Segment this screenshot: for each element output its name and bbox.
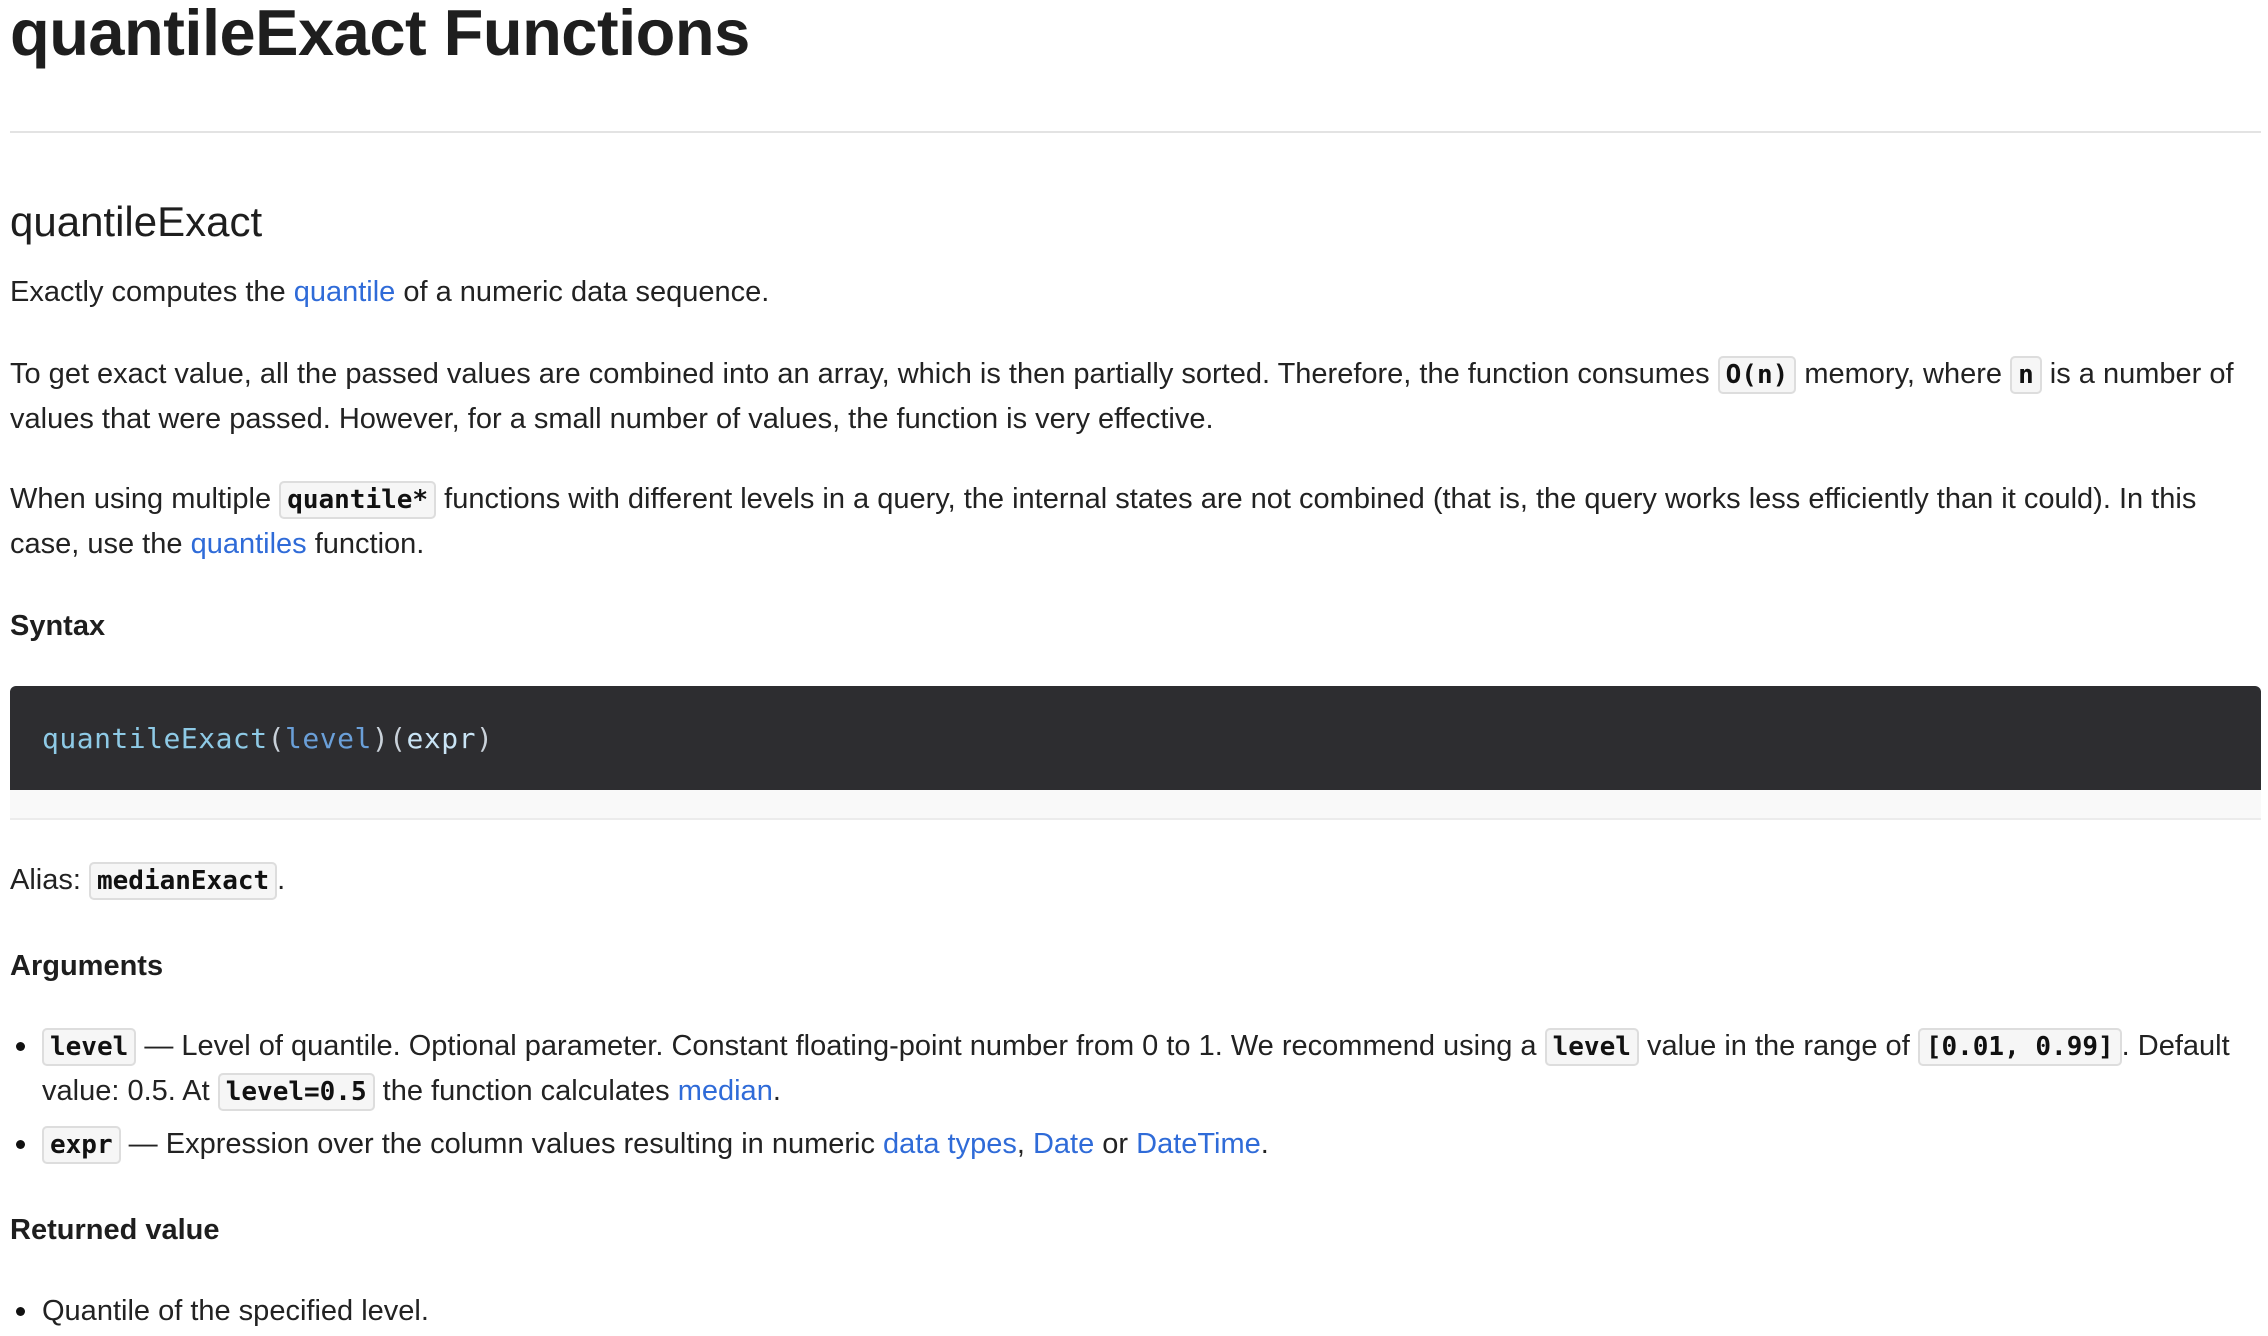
memory-paragraph <box>10 352 2261 441</box>
multi-text-2: functions with different levels in a query, the internal states are not combined (that is, the query works less efficiently than it could). In this case, use the <box>10 483 2197 560</box>
returned-value-list <box>10 1289 2261 1333</box>
range-code: [0.01, 0.99] <box>1918 1028 2122 1066</box>
code-function-name: quantileExact <box>42 721 268 755</box>
quantile-star-code: quantile* <box>279 481 436 519</box>
memory-text: To get exact value, all the passed values are combined into an array, which is then partially sorted. Therefore, the function consumes <box>10 358 1718 390</box>
argument-expr-item <box>10 1122 2261 1167</box>
quantiles-link[interactable]: quantiles <box>190 528 307 560</box>
memory-text-3: is a number of values that were passed. However, for a small number of values, the function is very effective. <box>10 358 2234 435</box>
arguments-list <box>10 1024 2261 1167</box>
intro-text: Exactly computes the <box>10 276 294 308</box>
page-title: quantileExact Functions <box>10 0 750 69</box>
data-types-link[interactable]: data types <box>883 1128 1017 1160</box>
syntax-code-block[interactable] <box>10 686 2261 790</box>
returned-value-item: Quantile of the specified level. <box>10 1289 2261 1333</box>
level-default-code: level=0.5 <box>218 1073 375 1111</box>
argument-level-item <box>10 1024 2261 1114</box>
quantile-link[interactable]: quantile <box>293 276 396 308</box>
multi-text-3: function. <box>306 528 425 560</box>
returned-value-heading: Returned value <box>10 1214 220 1246</box>
arguments-heading: Arguments <box>10 950 164 982</box>
expr-sep-or: or <box>1094 1128 1137 1160</box>
intro-paragraph <box>10 270 2261 314</box>
title-divider <box>10 131 2261 133</box>
section-title: quantileExact <box>10 198 263 245</box>
alias-paragraph <box>10 858 2261 903</box>
code-level-arg: level <box>285 721 372 755</box>
alias-label: Alias: <box>10 864 89 896</box>
code-paren: ( <box>389 721 407 755</box>
memory-text-2: memory, where <box>1796 358 2011 390</box>
multi-text: When using multiple <box>10 483 280 515</box>
intro-text-end: of a numeric data sequence. <box>395 276 770 308</box>
code-paren: ) <box>371 721 390 755</box>
code-block-scroll-area <box>10 790 2261 820</box>
expr-sep: , <box>1016 1128 1033 1160</box>
expr-end: . <box>1260 1128 1269 1160</box>
alias-period: . <box>277 864 286 896</box>
level-code-2: level <box>1545 1028 1639 1066</box>
code-expr-arg: expr <box>406 721 476 755</box>
syntax-heading: Syntax <box>10 610 106 642</box>
multiple-quantile-paragraph <box>10 477 2261 566</box>
median-exact-code: medianExact <box>89 862 277 900</box>
code-paren: ) <box>475 721 494 755</box>
expr-desc: — Expression over the column values resulting in numeric <box>120 1128 884 1160</box>
level-desc: — Level of quantile. Optional parameter. Constant floating-point number from 0 to 1. We recommend using a <box>136 1030 1545 1062</box>
level-desc-end: . <box>772 1075 781 1107</box>
syntax-code <box>42 722 493 755</box>
level-desc-3: . Default value: 0.5. At <box>42 1030 2230 1107</box>
n-code: n <box>2010 356 2042 394</box>
datetime-link[interactable]: DateTime <box>1136 1128 1261 1160</box>
expr-code: expr <box>42 1126 121 1164</box>
o-n-code: O(n) <box>1718 356 1797 394</box>
level-desc-2: value in the range of <box>1638 1030 1918 1062</box>
median-link[interactable]: median <box>677 1075 773 1107</box>
date-link[interactable]: Date <box>1032 1128 1095 1160</box>
level-code: level <box>42 1028 136 1066</box>
code-paren: ( <box>267 721 286 755</box>
level-desc-4: the function calculates <box>374 1075 678 1107</box>
